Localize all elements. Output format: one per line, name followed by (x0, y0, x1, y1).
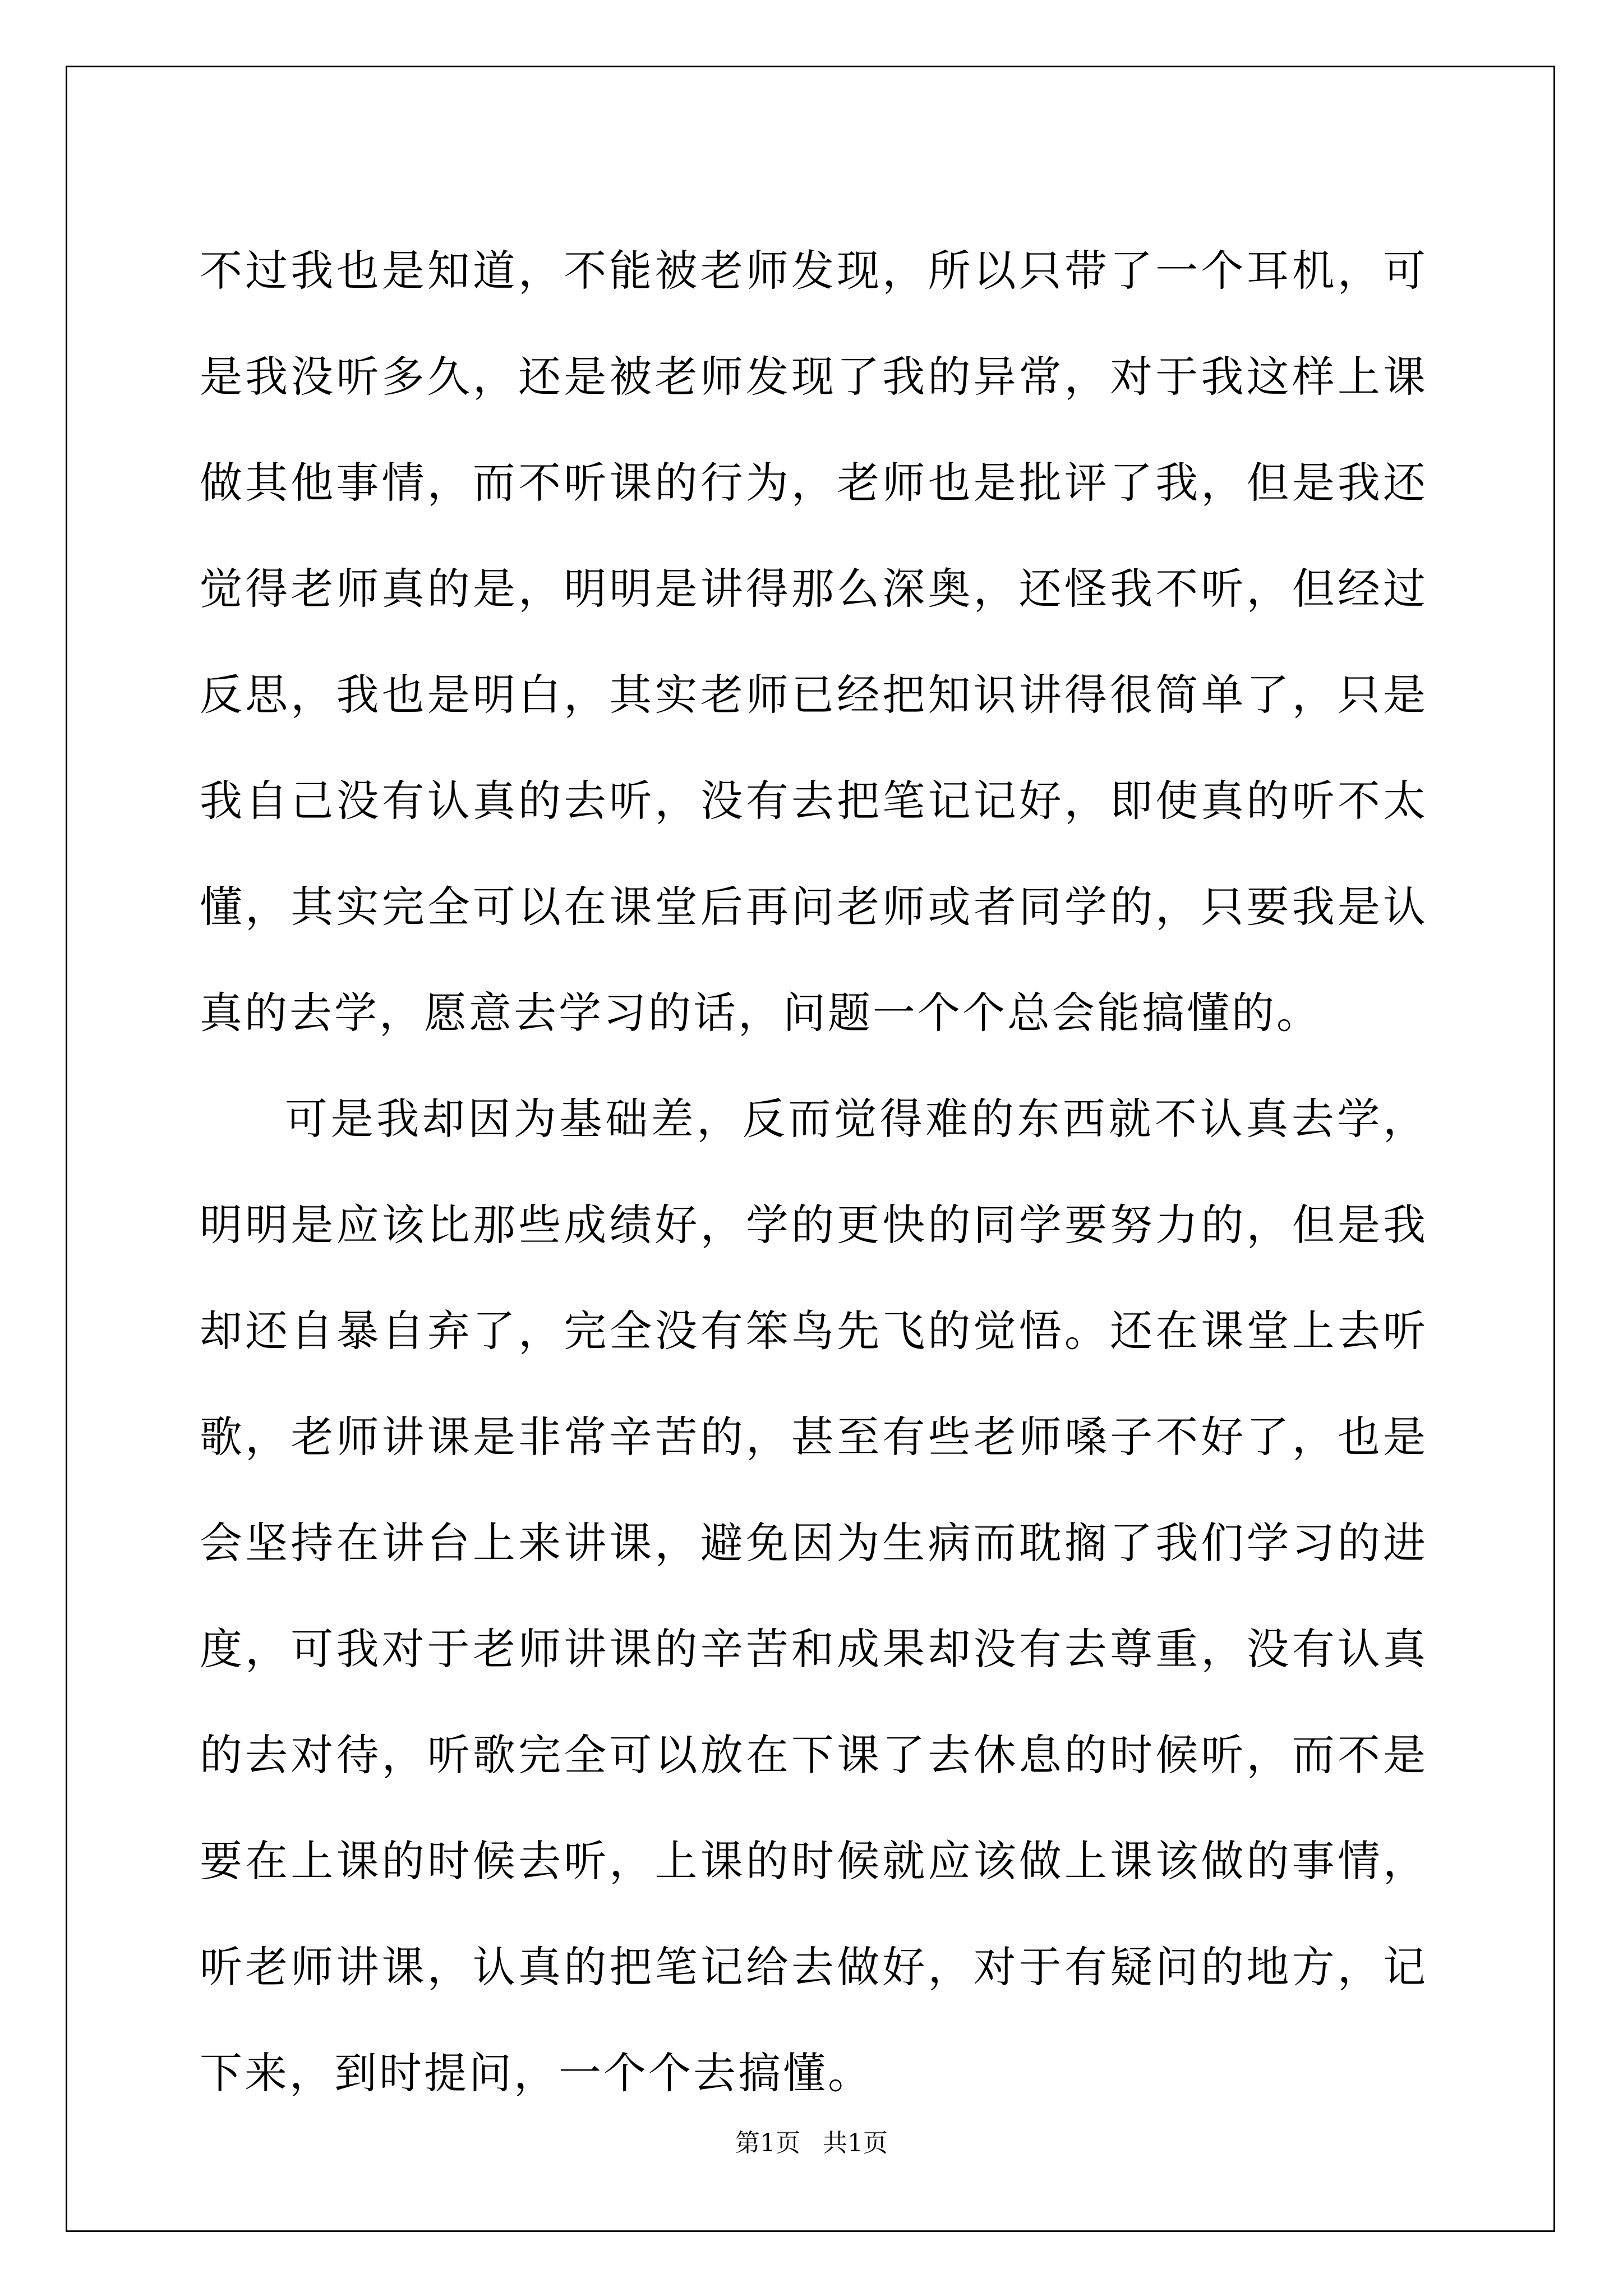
document-body (200, 218, 1428, 2126)
paragraph-2: 可是我却因为基础差，反而觉得难的东西就不认真去学，明明是应该比那些成绩好，学的更快的同学要努力的，但是我却还自暴自弃了，完全没有笨鸟先飞的觉悟。还在课堂上去听歌，老师讲课是非常辛苦的，甚至有些老师嗓子不好了，也是会坚持在讲台上来讲课，避免因为生病而耽搁了我们学习的进度，可我对于老师讲课的辛苦和成果却没有去尊重，没有认真的去对待，听歌完全可以放在下课了去休息的时候听，而不是要在上课的时候去听，上课的时候就应该做上课该做的事情，听老师讲课，认真的把笔记给去做好，对于有疑问的地方，记下来，到时提问，一个个去搞懂。 (200, 1094, 1428, 2098)
page-footer (0, 2128, 1623, 2159)
total-pages: 共1页 (823, 2129, 888, 2157)
page-number: 第1页 (735, 2129, 800, 2157)
paragraph-1: 不过我也是知道，不能被老师发现，所以只带了一个耳机，可是我没听多久，还是被老师发现了我的异常，对于我这样上课做其他事情，而不听课的行为，老师也是批评了我，但是我还觉得老师真的是，明明是讲得那么深奥，还怪我不听，但经过反思，我也是明白，其实老师已经把知识讲得很简单了，只是我自己没有认真的去听，没有去把笔记记好，即使真的听不太懂，其实完全可以在课堂后再问老师或者同学的，只要我是认真的去学，愿意去学习的话，问题一个个总会能搞懂的。 (200, 246, 1428, 1038)
